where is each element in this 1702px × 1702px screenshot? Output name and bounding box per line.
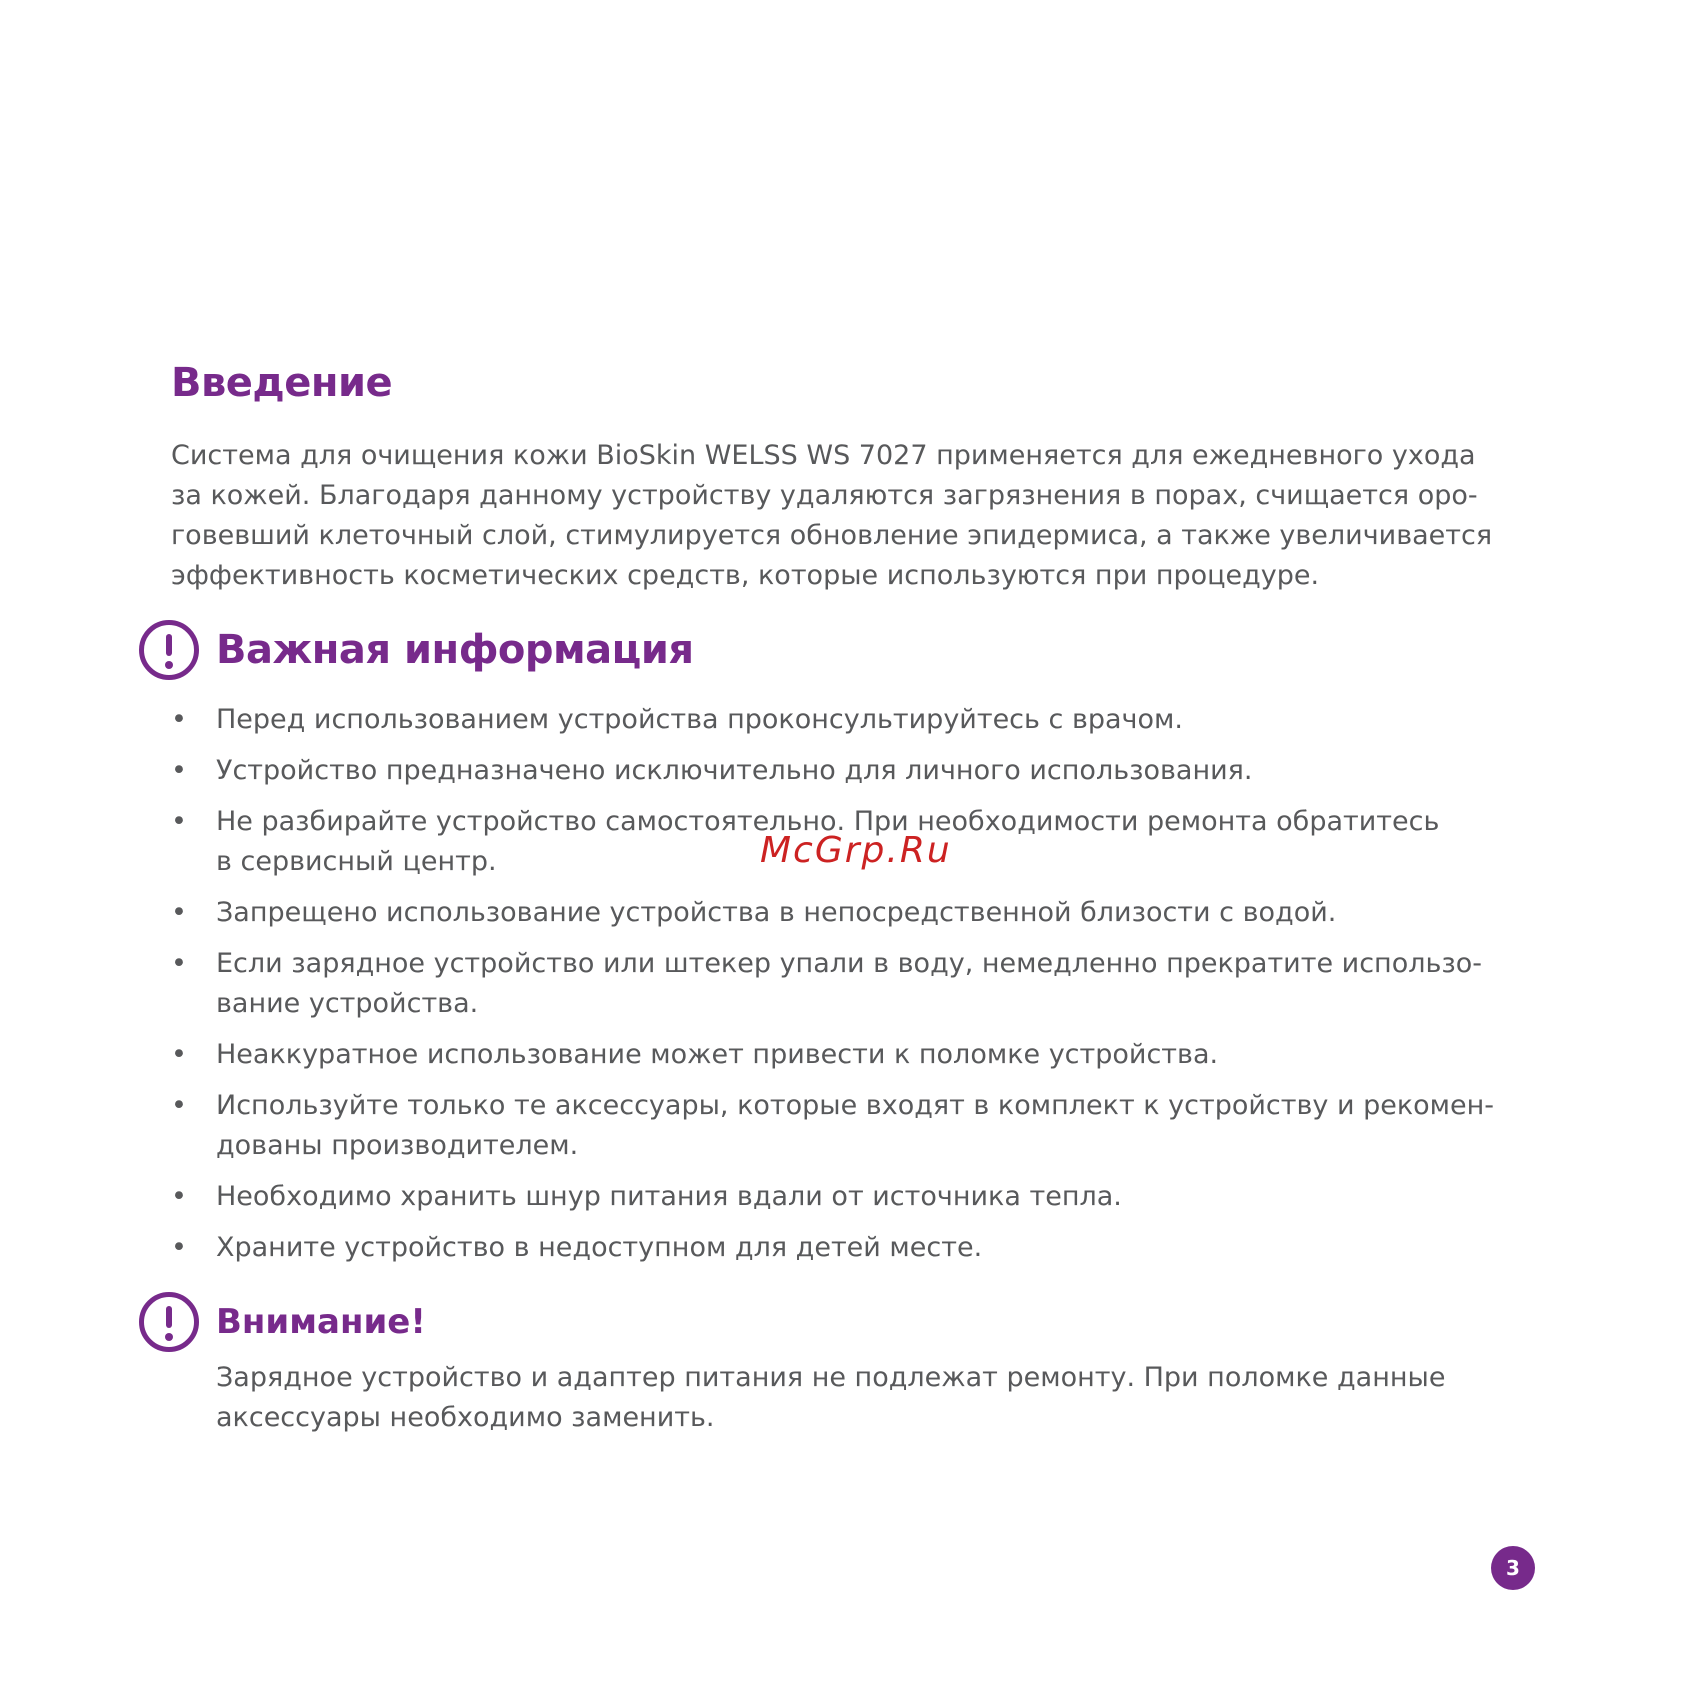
list-item-text: Перед использованием устройства проконсультируйтесь с врачом. (216, 704, 1183, 735)
list-item-text: Если зарядное устройство или штекер упали в воду, немедленно прекратите использо- (216, 948, 1483, 979)
intro-paragraph (171, 436, 1541, 596)
list-item-text: вание устройства. (216, 988, 479, 1019)
list-item-text: в сервисный центр. (216, 846, 497, 877)
bullet-icon: • (171, 755, 187, 786)
watermark: McGrp.Ru (760, 830, 952, 871)
list-item-text: Запрещено использование устройства в непосредственной близости с водой. (216, 897, 1337, 928)
list-item (171, 944, 1551, 1024)
list-item-text: Неаккуратное использование может привести к поломке устройства. (216, 1039, 1219, 1070)
list-item (171, 1035, 1551, 1075)
attention-line: Зарядное устройство и адаптер питания не подлежат ремонту. При поломке данные (216, 1362, 1446, 1393)
bullet-icon: • (171, 1181, 187, 1212)
important-heading: Важная информация (216, 627, 694, 673)
list-item (171, 700, 1551, 740)
list-item-text: Необходимо хранить шнур питания вдали от источника тепла. (216, 1181, 1122, 1212)
intro-line: за кожей. Благодаря данному устройству удаляются загрязнения в порах, счищается оро- (171, 480, 1478, 511)
bullet-icon: • (171, 704, 187, 735)
intro-line: Система для очищения кожи BioSkin WELSS WS 7027 применяется для ежедневного ухода (171, 440, 1476, 471)
list-item-text: дованы производителем. (216, 1130, 579, 1161)
list-item (171, 893, 1551, 933)
list-item-text: Храните устройство в недоступном для детей месте. (216, 1232, 983, 1263)
bullet-icon: • (171, 1039, 187, 1070)
attention-paragraph (216, 1358, 1445, 1438)
important-list (171, 700, 1551, 1279)
bullet-icon: • (171, 1232, 187, 1263)
attention-line: аксессуары необходимо заменить. (216, 1402, 715, 1433)
attention-heading: Внимание! (216, 1302, 426, 1342)
bullet-icon: • (171, 897, 187, 928)
intro-heading: Введение (171, 360, 393, 406)
intro-line: говевший клеточный слой, стимулируется обновление эпидермиса, а также увеличивается (171, 520, 1493, 551)
exclamation-icon (139, 620, 199, 680)
list-item (171, 751, 1551, 791)
bullet-icon: • (171, 806, 187, 837)
list-item-text: Устройство предназначено исключительно для личного использования. (216, 755, 1253, 786)
bullet-icon: • (171, 948, 187, 979)
list-item (171, 1177, 1551, 1217)
page-number-badge: 3 (1491, 1546, 1535, 1590)
exclamation-icon (139, 1292, 199, 1352)
list-item-text: Не разбирайте устройство самостоятельно. При необходимости ремонта обратитесь (216, 806, 1440, 837)
bullet-icon: • (171, 1090, 187, 1121)
list-item (171, 1086, 1551, 1166)
intro-line: эффективность косметических средств, которые используются при процедуре. (171, 560, 1320, 591)
list-item (171, 1228, 1551, 1268)
list-item-text: Используйте только те аксессуары, которые входят в комплект к устройству и рекомен- (216, 1090, 1495, 1121)
